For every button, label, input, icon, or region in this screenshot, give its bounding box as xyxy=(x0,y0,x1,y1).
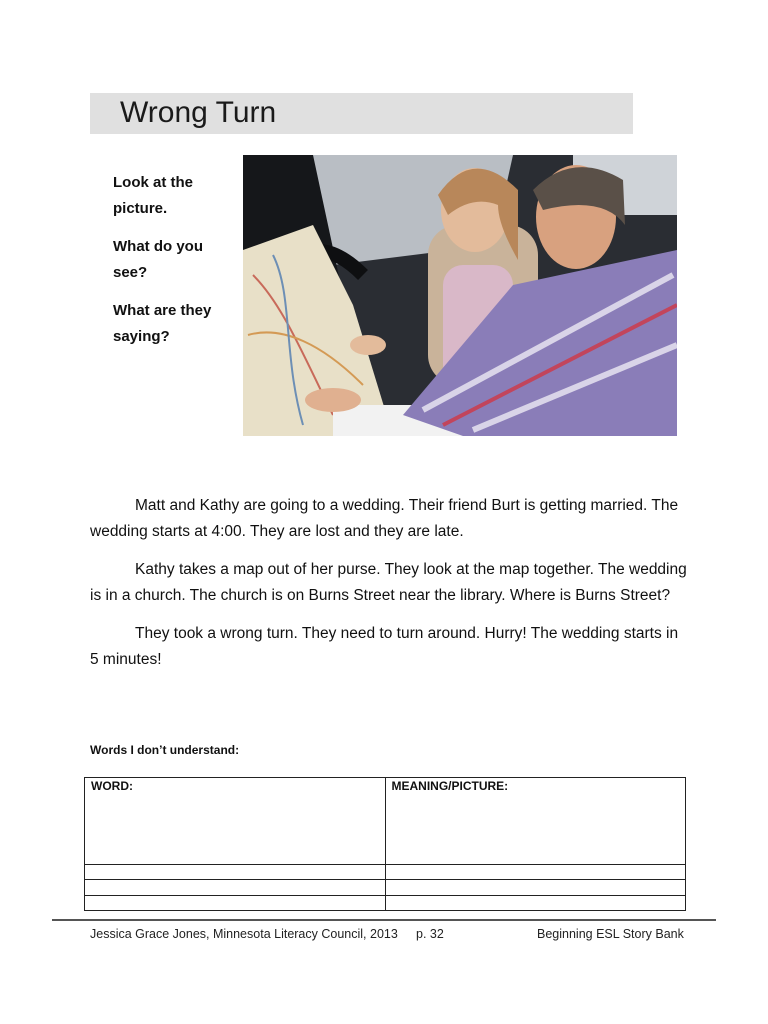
header-word: WORD: xyxy=(85,778,386,865)
prompt-see: What do you see? xyxy=(113,238,203,281)
footer-book-title: Beginning ESL Story Bank xyxy=(537,927,684,941)
vocab-table xyxy=(84,777,686,911)
footer-divider xyxy=(52,919,716,921)
page-title: Wrong Turn xyxy=(120,96,277,129)
prompt-look: Look at the picture. xyxy=(113,174,194,217)
meaning-cell[interactable] xyxy=(385,895,686,910)
word-cell[interactable] xyxy=(85,895,386,910)
story-paragraph: Kathy takes a map out of her purse. They look at the map together. The wedding is in a church. The church is on Burns Street near the library. Where is Burns Street? xyxy=(90,561,687,604)
footer-page-number: p. 32 xyxy=(416,927,444,941)
vocab-label: Words I don’t understand: xyxy=(90,743,240,757)
prompt-saying: What are they saying? xyxy=(113,302,212,345)
footer-author: Jessica Grace Jones, Minnesota Literacy Council, 2013 xyxy=(90,927,398,941)
meaning-cell[interactable] xyxy=(385,864,686,879)
word-cell[interactable] xyxy=(85,880,386,895)
picture-prompts xyxy=(113,170,233,362)
header-meaning: MEANING/PICTURE: xyxy=(385,778,686,865)
photo-illustration xyxy=(243,155,677,436)
story-paragraph: Matt and Kathy are going to a wedding. Their friend Burt is getting married. The wedding starts at 4:00. They are lost and they are late. xyxy=(90,497,679,540)
title-bar xyxy=(90,93,633,134)
table-row xyxy=(85,778,686,865)
table-row xyxy=(85,864,686,879)
table-row xyxy=(85,895,686,910)
story-text xyxy=(90,493,690,685)
meaning-cell[interactable] xyxy=(385,880,686,895)
word-cell[interactable] xyxy=(85,864,386,879)
story-paragraph: They took a wrong turn. They need to turn around. Hurry! The wedding starts in 5 minutes! xyxy=(90,625,679,668)
couple-map-photo xyxy=(243,155,677,436)
table-row xyxy=(85,880,686,895)
